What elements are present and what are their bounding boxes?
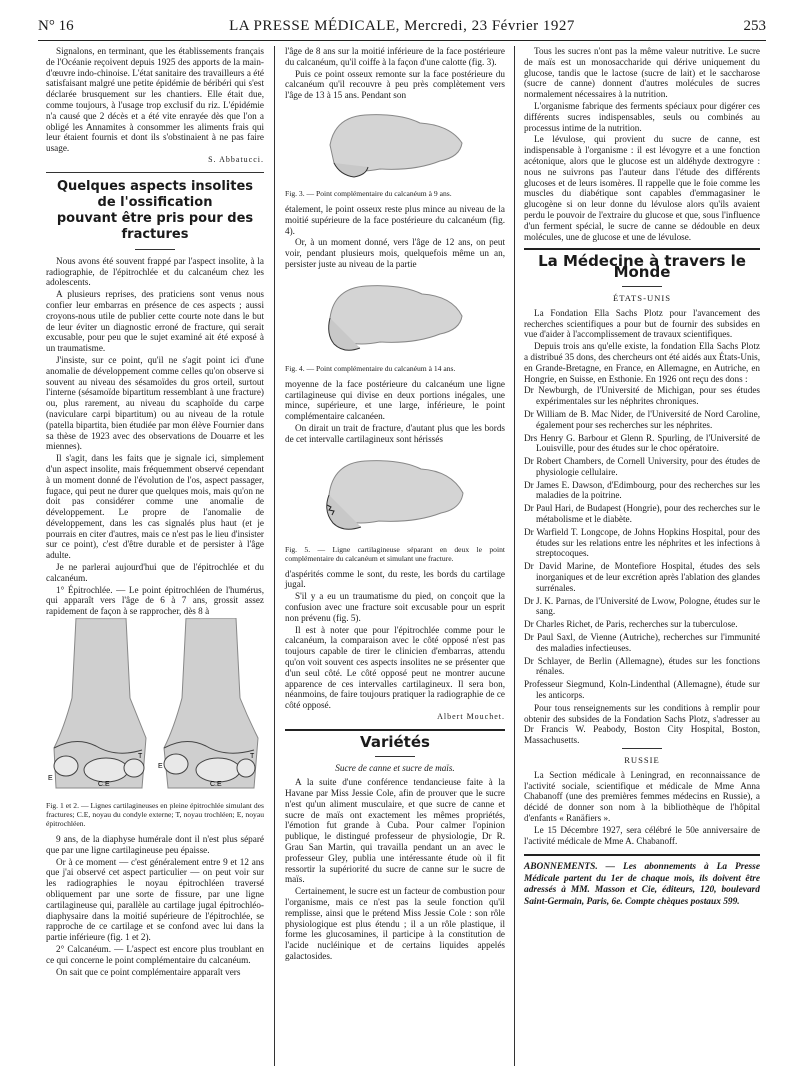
list-item: Dr William de B. Mac Nider, de l'Université de Nord Caroline, également pour ses recherches sur les néphrites. xyxy=(524,408,760,430)
article-title-line: Quelques aspects insolites xyxy=(56,178,254,194)
label-t: T xyxy=(250,753,255,761)
figure-caption: Fig. 3. — Point complémentaire du calcanéum à 9 ans. xyxy=(285,188,452,198)
paragraph: Depuis trois ans qu'elle existe, la fondation Ella Sachs Plotz a distribué 35 dons, des chercheurs ont été aidés aux États-Unis, en Grande-Bretagne, en France, en Allemagne, en Autriche, en Hongrie, en Suisse, en Esthonie. En 1926 ont reçu des dons : xyxy=(524,341,760,384)
signature: Albert Mouchet. xyxy=(437,711,505,721)
divider xyxy=(524,248,760,250)
figure-5-calcaneum xyxy=(317,449,473,541)
issue-number: N° 16 xyxy=(38,18,74,34)
country-heading: ÉTATS-UNIS xyxy=(612,292,671,303)
figure-caption: Fig. 4. — Point complémentaire du calcanéum à 14 ans. xyxy=(285,363,456,373)
paragraph: Or, à un moment donné, vers l'âge de 12 ans, on peut voir, pendant plusieurs mois, quelquefois même un an, persister juste au niveau de la partie xyxy=(285,237,505,269)
paragraph: Je ne parlerai aujourd'hui que de l'épitrochlée et du calcanéum. xyxy=(46,562,264,583)
paragraph: La Fondation Ella Sachs Plotz pour l'avancement des recherches scientifiques a pour but de fournir des subsides en vue d'aider à l'accomplissement de travaux scientifiques. xyxy=(524,307,760,340)
article-title-line: de l'ossification xyxy=(97,194,213,210)
paragraph: Nous avons été souvent frappé par l'aspect insolite, à la radiographie, de l'épitrochlée et du calcanéum chez les adolescents. xyxy=(46,255,264,288)
divider xyxy=(285,729,505,731)
paragraph: A la suite d'une conférence tendancieuse faite à la Havane par Miss Jessie Cole, afin de prouver que le sucre n'est qu'un aliment musculaire, et que sucre de canne et sucre de maïs ont exactement les mêmes propriétés, l'émotion fut grande à Cuba. Pour calmer l'opinion publique, le distingué professeur de physiologie, Dr R. Grau San Martin, qui travailla pendant un an avec le professeur Gley, publia une intéressante étude où il fit ressortir la supériorité du sucre de canne sur le sucre de maïs. xyxy=(285,777,505,885)
list-item: Dr Charles Richet, de Paris, recherches sur la tuberculose. xyxy=(524,619,738,630)
journal-title: LA PRESSE MÉDICALE, Mercredi, 23 Février 1927 xyxy=(229,18,575,34)
article-title-line: pouvant être pris pour des fractures xyxy=(56,210,254,242)
divider xyxy=(135,249,175,250)
section-title-varietes: Variétés xyxy=(360,732,430,751)
label-ce: C.E xyxy=(98,781,110,789)
paragraph: On dirait un trait de fracture, d'autant plus que les bords de cet intervalle cartilagineux sont hérissés xyxy=(285,422,505,444)
page-header xyxy=(38,14,766,36)
column-2 xyxy=(285,46,505,963)
paragraph: d'aspérités comme le sont, du reste, les bords du cartilage jugal. xyxy=(285,568,505,590)
paragraph: L'organisme fabrique des ferments spéciaux pour digérer ces différents sucres indispensables, seuls ou combinés au processus intime de la nutrition. xyxy=(524,100,760,133)
paragraph: Il est à noter que pour l'épitrochlée comme pour le calcanéum, la comparaison avec le côté opposé n'est pas toujours capable de tirer le clinicien d'embarras, attendu qu'on voit souvent ces aspects insolites ne se présenter que d'un seul côté. Le côté opposé peut ne montrer aucune apparence de ces intervalles cartilagineux. Il sera bon, néanmoins, de faire toujours pratiquer la radiographie de ce côté opposé. xyxy=(285,624,505,711)
paragraph: étalement, le point osseux reste plus mince au niveau de la moitié supérieure de la face postérieure du calcanéum (fig. 4). xyxy=(285,203,505,236)
paragraph: La Section médicale à Leningrad, en reconnaissance de l'activité sociale, scientifique et médicale de Mme Anna Chabanoff (une des premières femmes médecins en Russie), a décidé de donner son nom à la bibliothèque de l'hôpital d'enfants « Ranäfiers ». xyxy=(524,769,760,823)
paragraph: Certainement, le sucre est un facteur de combustion pour l'organisme, mais ce n'est pas la seule fonction qu'il remplisse, ainsi que le prétend Miss Jessie Cole : son rôle physiologique est plus étendu ; il a un rôle plastique, il forme les glucosamines, il participe à la constitution de l'acide nucléinique et de certains liquides appelés galactosides. xyxy=(285,886,505,962)
paragraph: moyenne de la face postérieure du calcanéum une ligne cartilagineuse qui divise en deux portions inégales, une mince, supérieure, et une large, inférieure, le point complémentaire calcanéen. xyxy=(285,378,505,422)
list-item: Dr Schlayer, de Berlin (Allemagne), études sur les fonctions rénales. xyxy=(524,655,760,677)
paragraph: Puis ce point osseux remonte sur la face postérieure du calcanéum qu'il recouvre à peu près complètement vers l'âge de 13 à 15 ans. Pendant son xyxy=(285,68,505,101)
label-e: E xyxy=(48,775,53,783)
figure-3-calcaneum xyxy=(320,105,470,185)
column-divider xyxy=(274,46,275,1066)
page-number: 253 xyxy=(743,18,766,34)
paragraph: Le lévulose, qui provient du sucre de canne, est indispensable à l'organisme : il est lévogyre et a une fonction acétonique, alors que le glucose est un aldéhyde dextrogyre : nous ne suivrons pas l'auteur dans l'étude des différents glucoses et de leurs isomères. Il rappelle que le foie comme les muscles du diabétique sont capables d'emmagasiner le glucogène si on leur donne du lévulose alors qu'ils avaient perdu le pouvoir de l'extraire du glucose et que, sous l'influence d'un ferment spécial, le sucre de canne se dédouble en deux molécules, une de glucose et une de lévulose. xyxy=(524,134,760,242)
paragraph: Tous les sucres n'ont pas la même valeur nutritive. Le sucre de maïs est un monosaccharide qui dérive uniquement du glucose, tandis que le lactose (sucre de lait) et le saccharose (sucre de canne) donnent d'autres molécules de sucres normalement nécessaires à la nutrition. xyxy=(524,46,760,100)
figure-4-calcaneum xyxy=(320,274,470,360)
paragraph: l'âge de 8 ans sur la moitié inférieure de la face postérieure du calcanéum, qu'il coiffe à la façon d'une calotte (fig. 3). xyxy=(285,46,505,67)
paragraph: 1° Épitrochlée. — Le point épitrochléen de l'humérus, qui apparaît vers l'âge de 6 à 7 ans, grossit assez rapidement de façon à se rapprocher, dès 8 à xyxy=(46,584,264,617)
list-item: Dr Paul Hari, de Budapest (Hongrie), pour des recherches sur le métabolisme et le diabète. xyxy=(524,503,760,525)
list-item: Dr David Marine, de Montefiore Hospital, études des sels inorganiques et de leur excrétion après l'ablation des glandes surrénales. xyxy=(524,561,760,593)
column-1 xyxy=(46,46,264,978)
section-title-medecine: La Médecine à travers le Monde xyxy=(538,252,746,282)
country-heading: RUSSIE xyxy=(624,755,660,766)
list-item: Drs Henry G. Barbour et Glenn R. Spurling, de l'Université de Louisville, pour des études sur le choc opératoire. xyxy=(524,432,760,454)
figure-caption: Fig. 1 et 2. — Lignes cartilagineuses en pleine épitrochlée simulant des fractures; C.E, noyau du condyle externe; T, noyau trochléen; E, noyau épitrochléen. xyxy=(46,801,264,829)
list-item: Dr Paul Saxl, de Vienne (Autriche), recherches sur l'immunité des maladies infectieuses. xyxy=(524,632,760,653)
divider xyxy=(622,286,662,287)
article-title xyxy=(46,179,264,243)
divider xyxy=(622,748,662,749)
column-3 xyxy=(524,46,760,908)
paragraph: On sait que ce point complémentaire apparaît vers xyxy=(56,966,241,977)
list-item: Dr J. K. Parnas, de l'Université de Lwow, Pologne, études sur le sang. xyxy=(524,595,760,617)
paragraph: Le 15 Décembre 1927, sera célébré le 50e anniversaire de l'activité médicale de Mme A. Chabanoff. xyxy=(524,824,760,846)
list-item: Dr Warfield T. Longcope, de Johns Hopkins Hospital, pour des études sur les relations entre les néphrites et les infections à streptocoques. xyxy=(524,526,760,559)
label-t: T xyxy=(138,753,143,761)
subscriptions-notice: ABONNEMENTS. — Les abonnements à La Presse Médicale partent du 1er de chaque mois, ils doivent être adressés à MM. Masson et Cie, éditeurs, 120, boulevard Saint-Germain, Paris, 6e. Compte chèques postaux 599. xyxy=(524,854,760,908)
paragraph: A plusieurs reprises, des praticiens sont venus nous confier leur embarras en présence de ces aspects ; aussi croyons-nous utile de publier cette courte note dans le but de leur éviter un diagnostic erroné de fracture, qui serait excusable, pour peu que le sujet examiné ait été exposé à un traumatisme. xyxy=(46,289,264,354)
figure-1-2-epitrochlea xyxy=(46,618,264,798)
signature: S. Abbatucci. xyxy=(208,154,264,164)
header-rule xyxy=(38,40,766,41)
label-ce: C.E xyxy=(210,781,222,789)
grants-list xyxy=(524,385,760,701)
list-item: Professeur Siegmund, Koln-Lindenthal (Allemagne), étude sur les anticorps. xyxy=(524,679,760,701)
paragraph: Signalons, en terminant, que les établissements français de l'Océanie reçoivent depuis 1925 des apports de la main-d'œuvre indo-chinoise. L'état sanitaire des travailleurs a été satisfaisant malgré une petite épidémie de béribéri qui s'est déclarée brusquement sur les chantiers. Elle était due, comme toujours, à l'usage trop exclusif du riz. L'épidémie n'a causé que 2 décès et a été vite enrayée dès que l'on a obligé les Annamites à consommer les aliments frais qui leur étaient fournis et dont ils s'obstinaient à ne pas faire usage. xyxy=(46,46,264,154)
divider xyxy=(375,756,415,757)
list-item: Dr James E. Dawson, d'Edimbourg, pour des recherches sur les maladies de la poitrine. xyxy=(524,479,760,501)
paragraph: 2° Calcanéum. — L'aspect est encore plus troublant en ce qui concerne le point complémentaire du calcanéum. xyxy=(46,944,264,965)
label-e: E xyxy=(158,763,163,771)
list-item: Dr Newburgh, de l'Université de Michigan, pour ses études expérimentales sur les néphrites chroniques. xyxy=(524,385,760,407)
paragraph: Or à ce moment — c'est généralement entre 9 et 12 ans que j'ai observé cet aspect particulier — on peut voir sur les radiographies le noyau épitrochléen traversé obliquement par une sorte de fissure, par une ligne cartilagineuse qui, parallèle au cartilage jugal épitrochléo-diaphysaire dans la moitié supérieure de l'épitrochlée, se rapproche de ce cartilage et se confond avec lui dans la partie inférieure (fig. 1 et 2). xyxy=(46,856,264,943)
paragraph: 9 ans, de la diaphyse humérale dont il n'est plus séparé que par une ligne cartilagineuse peu épaisse. xyxy=(46,834,264,855)
paragraph: S'il y a eu un traumatisme du pied, on conçoit que la confusion avec une fracture soit excusable pour un esprit non prévenu (fig. 5). xyxy=(285,591,505,623)
subtitle: Sucre de canne et sucre de maïs. xyxy=(335,762,455,773)
column-divider xyxy=(514,46,515,1066)
paragraph: J'insiste, sur ce point, qu'il ne s'agit point ici d'une anomalie de développement comme celles qu'on observe si souvent au niveau des sésamoïdes du gros orteil, surtout l'interne (sésamoïde bipartitum ressemblant à une fracture) ou, plus rarement, au niveau du scaphoïde du carpe (naviculare carpi bipartitum) ou au niveau de la rotule (patella bipartita, bien étudiée par mon élève Fournier dans sa thèse de 1923 avec des observations de Douarre et les miennes). xyxy=(46,354,264,452)
divider xyxy=(46,172,264,173)
paragraph: Il s'agit, dans les faits que je signale ici, simplement d'un aspect insolite, mais fréquemment observé cependant à un moment donné de l'évolution de l'os, aspect passager, fugace, qui peut ne durer que quelques mois, mais qu'on ne doit pas considérer comme une anomalie de développement. Le propre de l'anomalie de développement, dans les cas signalés plus haut (et je pourrais en citer d'autres, mais ce n'est pas le lieu d'insister sur ce point), c'est d'être durable et de persister à l'âge adulte. xyxy=(46,453,264,561)
figure-caption: Fig. 5. — Ligne cartilagineuse séparant en deux le point complémentaire du calcanéum et simulant une fracture. xyxy=(285,544,505,563)
paragraph: Pour tous renseignements sur les conditions à remplir pour obtenir des subsides de la Fondation Sachs Plotz, s'adresser au Dr Francis W. Peabody, Boston City Hospital, Boston, Massachusetts. xyxy=(524,702,760,746)
list-item: Dr Robert Chambers, de Cornell University, pour des études de physiologie cellulaire. xyxy=(524,456,760,477)
